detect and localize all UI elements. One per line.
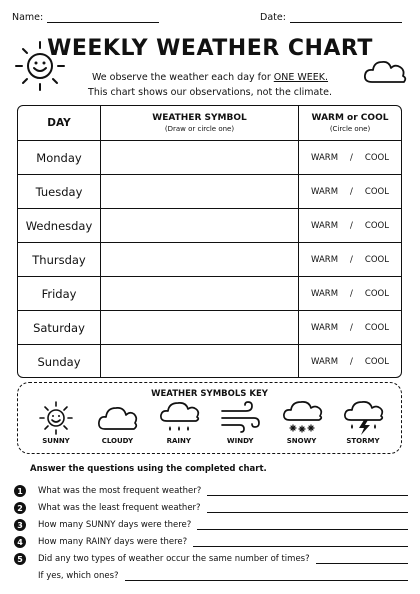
answer-line[interactable]: [207, 487, 408, 496]
cool-option[interactable]: COOL: [364, 186, 389, 197]
day-label: Friday: [18, 277, 101, 310]
question-2: [14, 501, 408, 515]
subtitle-prefix: We observe the weather each day for: [91, 72, 274, 83]
warm-cool-cell: [299, 175, 401, 208]
day-label: Saturday: [18, 311, 101, 344]
weather-symbols-key: [17, 382, 402, 454]
table-row: [18, 175, 401, 209]
warm-option[interactable]: WARM: [311, 152, 339, 163]
table-row: [18, 141, 401, 175]
day-label: Tuesday: [18, 175, 101, 208]
table-row: [18, 243, 401, 277]
question-text: What was the least frequent weather?: [38, 503, 201, 513]
storm-cloud-icon: [341, 399, 385, 437]
top-fields: [12, 12, 408, 28]
key-item-cloudy: [89, 399, 145, 445]
answer-line[interactable]: [316, 555, 408, 564]
key-title: WEATHER SYMBOLS KEY: [151, 389, 268, 399]
table-header-row: [18, 106, 401, 141]
weather-symbol-cell[interactable]: [101, 311, 299, 344]
questions-intro: Answer the questions using the completed chart.: [30, 464, 267, 474]
cool-option[interactable]: COOL: [364, 288, 389, 299]
question-number-badge: 2: [14, 502, 26, 514]
table-row: [18, 345, 401, 378]
key-label-sunny: SUNNY: [42, 437, 70, 445]
rain-cloud-icon: [157, 399, 201, 437]
question-1: [14, 484, 408, 498]
warm-option[interactable]: WARM: [311, 186, 339, 197]
warm-option[interactable]: WARM: [311, 254, 339, 265]
followup-indent: [14, 570, 26, 582]
question-5: [14, 552, 408, 566]
subtitle-line-1: [0, 72, 420, 83]
warm-cool-cell: [299, 277, 401, 310]
header-day: DAY: [18, 106, 101, 140]
page-title: WEEKLY WEATHER CHART: [47, 36, 373, 61]
warm-cool-cell: [299, 311, 401, 344]
warm-option[interactable]: WARM: [311, 357, 339, 367]
warm-option[interactable]: WARM: [311, 322, 339, 333]
snow-cloud-icon: [280, 399, 324, 437]
header-warm-cool-label: WARM or COOL: [311, 113, 389, 123]
warm-cool-separator: /: [350, 254, 353, 265]
date-label: Date:: [260, 12, 286, 23]
warm-cool-cell: [299, 209, 401, 242]
key-label-cloudy: CLOUDY: [101, 437, 134, 445]
warm-cool-separator: /: [350, 322, 353, 333]
header-weather-symbol: [101, 106, 299, 140]
answer-line[interactable]: [197, 521, 408, 530]
warm-cool-separator: /: [350, 288, 353, 299]
header-weather-symbol-label: WEATHER SYMBOL: [152, 113, 247, 123]
key-label-snowy: SNOWY: [286, 437, 317, 445]
key-item-snowy: [274, 399, 330, 445]
cool-option[interactable]: COOL: [364, 357, 389, 367]
wind-icon: [218, 399, 262, 437]
header-warm-cool: [299, 106, 401, 140]
key-item-rainy: [151, 399, 207, 445]
answer-line[interactable]: [193, 538, 408, 547]
subtitle-emphasis: ONE WEEK.: [273, 72, 329, 83]
warm-option[interactable]: WARM: [311, 288, 339, 299]
warm-cool-separator: /: [350, 186, 353, 197]
question-number-badge: 4: [14, 536, 26, 548]
table-row: [18, 209, 401, 243]
question-text: Did any two types of weather occur the same number of times?: [38, 554, 310, 564]
weather-symbol-cell[interactable]: [101, 209, 299, 242]
question-text: How many SUNNY days were there?: [38, 520, 192, 530]
warm-cool-separator: /: [350, 152, 353, 163]
name-line[interactable]: [47, 13, 159, 23]
warm-cool-cell: [299, 243, 401, 276]
key-label-rainy: RAINY: [166, 437, 191, 445]
date-line[interactable]: [290, 13, 402, 23]
cool-option[interactable]: COOL: [364, 254, 389, 265]
key-item-windy: [212, 399, 268, 445]
weather-symbol-cell[interactable]: [101, 141, 299, 174]
question-3: [14, 518, 408, 532]
day-label: Monday: [18, 141, 101, 174]
table-row: [18, 277, 401, 311]
key-item-sunny: [28, 399, 84, 445]
warm-cool-separator: /: [350, 357, 353, 367]
warm-option[interactable]: WARM: [311, 220, 339, 231]
question-text: How many RAINY days were there?: [38, 537, 188, 547]
day-label: Sunday: [18, 345, 101, 378]
weather-symbol-cell[interactable]: [101, 243, 299, 276]
table-row: [18, 311, 401, 345]
header-warm-cool-sub: (Circle one): [329, 125, 371, 133]
warm-cool-separator: /: [350, 220, 353, 231]
cloud-icon: [95, 399, 139, 437]
name-field[interactable]: [12, 12, 159, 23]
weather-symbol-cell[interactable]: [101, 345, 299, 378]
warm-cool-cell: [299, 345, 401, 378]
key-label-windy: WINDY: [226, 437, 254, 445]
date-field[interactable]: [260, 12, 402, 23]
name-label: Name:: [12, 12, 44, 23]
cool-option[interactable]: COOL: [364, 220, 389, 231]
weather-symbol-cell[interactable]: [101, 277, 299, 310]
question-5-followup: [14, 569, 408, 583]
header-weather-symbol-sub: (Draw or circle one): [164, 125, 235, 133]
cool-option[interactable]: COOL: [364, 322, 389, 333]
key-items: [28, 399, 391, 445]
day-label: Wednesday: [18, 209, 101, 242]
question-number-badge: 3: [14, 519, 26, 531]
weather-table: [17, 105, 402, 378]
question-4: [14, 535, 408, 549]
question-number-badge: 5: [14, 553, 26, 565]
question-number-badge: 1: [14, 485, 26, 497]
key-item-stormy: [335, 399, 391, 445]
answer-line[interactable]: [125, 572, 408, 581]
cool-option[interactable]: COOL: [364, 152, 389, 163]
followup-text: If yes, which ones?: [38, 571, 119, 581]
subtitle-line-2: This chart shows our observations, not the climate.: [88, 87, 332, 98]
day-label: Thursday: [18, 243, 101, 276]
sun-icon: [34, 399, 78, 437]
weather-symbol-cell[interactable]: [101, 175, 299, 208]
warm-cool-cell: [299, 141, 401, 174]
key-label-stormy: STORMY: [346, 437, 380, 445]
answer-line[interactable]: [207, 504, 408, 513]
question-text: What was the most frequent weather?: [38, 486, 202, 496]
